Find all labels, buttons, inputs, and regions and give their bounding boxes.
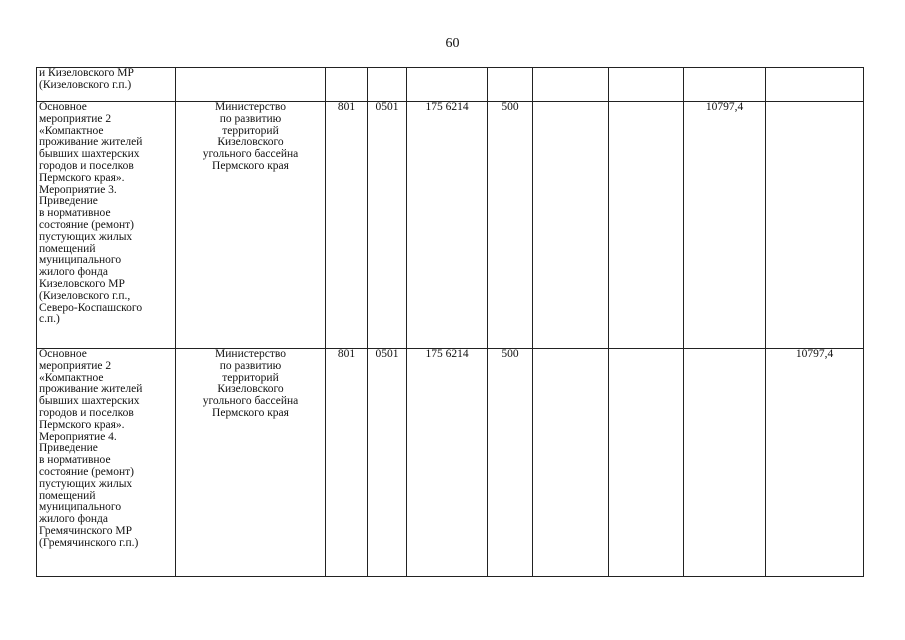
- amount-cell: [766, 349, 864, 577]
- responsible-cell: [176, 349, 326, 577]
- grbs-cell: [326, 349, 368, 577]
- expense-type-cell: [488, 68, 533, 102]
- table-row: [37, 349, 864, 577]
- amount-cell: [609, 68, 684, 102]
- expense-type-cell: [488, 349, 533, 577]
- amount-value: 10797,4: [705, 101, 744, 113]
- activity-description-cell: [37, 68, 176, 102]
- activity-description-cell: [37, 102, 176, 349]
- amount-cell: [684, 349, 766, 577]
- expense-type-cell: [488, 102, 533, 349]
- responsible-ministry: Министерство по развитию территорий Кизеловского угольного бассейна Пермского края: [202, 101, 299, 172]
- amount-cell: [533, 349, 609, 577]
- activity-description-cell: [37, 349, 176, 577]
- amount-value: 10797,4: [795, 348, 834, 360]
- grbs-code: 801: [337, 101, 356, 113]
- activity-description: и Кизеловского МР (Кизеловского г.п.): [39, 67, 134, 91]
- expense-type-code: 500: [501, 348, 519, 360]
- activity-description: Основное мероприятие 2 «Компактное проживание жителей бывших шахтерских городов и поселков Пермского края». Мероприятие 3. Приведение в нормативное состояние (ремонт) пустующих жилых помещений муниципального жилого фонда Кизеловского МР (Кизеловского г.п., Северо-Коспашского с.п.): [39, 101, 143, 326]
- responsible-ministry: Министерство по развитию территорий Кизеловского угольного бассейна Пермского края: [202, 348, 299, 419]
- expense-type-code: 500: [501, 101, 519, 113]
- page-number: 60: [445, 36, 460, 51]
- amount-cell: [684, 102, 766, 349]
- table-row: [37, 68, 864, 102]
- section-cell: [368, 349, 407, 577]
- target-article-cell: [407, 68, 488, 102]
- table-row: [37, 102, 864, 349]
- responsible-cell: [176, 102, 326, 349]
- target-article-cell: [407, 102, 488, 349]
- budget-table: [36, 67, 864, 577]
- grbs-code: 801: [337, 348, 356, 360]
- amount-cell: [609, 102, 684, 349]
- section-code: 0501: [375, 101, 399, 113]
- target-article-cell: [407, 349, 488, 577]
- amount-cell: [766, 102, 864, 349]
- section-cell: [368, 68, 407, 102]
- target-article-code: 175 6214: [425, 101, 469, 113]
- section-code: 0501: [375, 348, 399, 360]
- grbs-cell: [326, 102, 368, 349]
- amount-cell: [684, 68, 766, 102]
- amount-cell: [766, 68, 864, 102]
- amount-cell: [533, 68, 609, 102]
- responsible-cell: [176, 68, 326, 102]
- amount-cell: [609, 349, 684, 577]
- amount-cell: [533, 102, 609, 349]
- grbs-cell: [326, 68, 368, 102]
- activity-description: Основное мероприятие 2 «Компактное проживание жителей бывших шахтерских городов и поселков Пермского края». Мероприятие 4. Приведение в нормативное состояние (ремонт) пустующих жилых помещений муниципального жилого фонда Гремячинского МР (Гремячинского г.п.): [39, 348, 143, 549]
- section-cell: [368, 102, 407, 349]
- target-article-code: 175 6214: [425, 348, 469, 360]
